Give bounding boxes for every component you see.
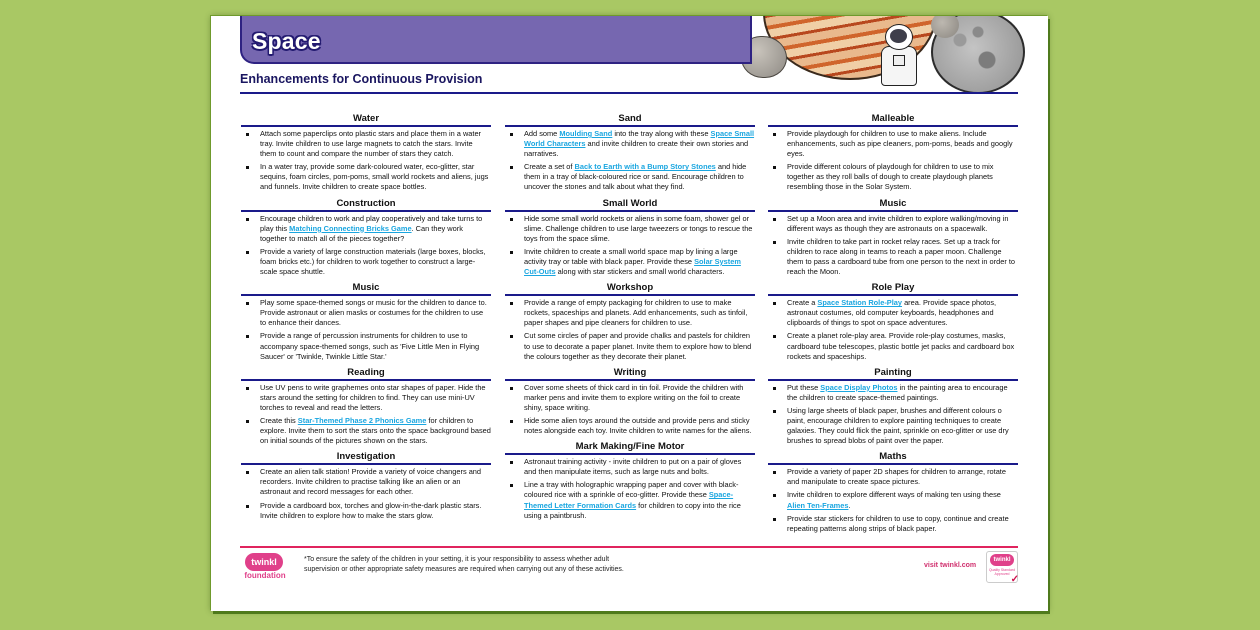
list-item: [768, 162, 1018, 192]
badge-text: Quality Standard Approved: [988, 568, 1016, 576]
visit-link[interactable]: visit twinkl.com: [924, 562, 977, 569]
section-divider: [505, 125, 755, 127]
item-text: Invite children to explore different ways of making ten using these: [787, 490, 1001, 500]
resource-link[interactable]: Solar System Cut-Outs: [524, 256, 741, 277]
item-text: Line a tray with holographic wrapping paper and cover with black-coloured rice with a sprinkle of eco-glitter. Provide these: [524, 480, 739, 500]
item-text: Invite children to create a small world space map by lining a large activity tray or table with black paper. Provide these: [524, 246, 738, 266]
item-text: Provide star stickers for children to use to copy, continue and create repeating patterns along strips of black paper.: [787, 513, 1009, 533]
logo-foundation-text: foundation: [244, 571, 286, 580]
list-item: [768, 331, 1018, 361]
section-divider: [241, 463, 491, 465]
item-text: and invite children to create their own stories and narratives.: [524, 139, 749, 159]
item-text: Attach some paperclips onto plastic stars and place them in a water tray. Invite children to use large magnets to catch the stars. Invite them to count and compare the number of stars they catch.: [260, 129, 482, 159]
item-text: Put these: [787, 382, 821, 392]
item-text: area. Provide space photos, astronaut costumes, old computer keyboards, headphones and clipboards of things to spot on space adventures.: [787, 298, 997, 328]
section-title: Writing: [613, 366, 647, 378]
footer-divider: [240, 546, 1018, 548]
item-text: Astronaut training activity - invite children to put on a pair of gloves and then manipulate items, such as large nuts and bolts.: [524, 457, 742, 477]
list-item: [768, 129, 1018, 159]
item-text: Play some space-themed songs or music for the children to dance to. Provide astronaut or alien masks or costumes for the children to use to enhance their dances.: [260, 298, 487, 328]
section-divider: [768, 125, 1018, 127]
section-divider: [241, 379, 491, 381]
section-list: [768, 214, 1018, 278]
list-item: [505, 331, 755, 361]
section-title: Investigation: [336, 451, 396, 463]
resource-link[interactable]: Moulding Sand: [559, 129, 613, 138]
section-divider: [505, 379, 755, 381]
section-list: [241, 298, 491, 362]
section-list: [505, 129, 755, 193]
item-text: Invite children to take part in rocket relay races. Set up a track for children to race along in teams to reach a paper moon. Challenge them to pass a cardboard tube from one person to the next in order to reach the Moon.: [787, 236, 1016, 277]
twinkl-foundation-logo: [241, 553, 287, 583]
safety-disclaimer: *To ensure the safety of the children in your setting, it is your responsibility to assess whether adult supervision or other appropriate safety measures are required when carrying out any of these activities.: [304, 556, 624, 573]
resource-link[interactable]: Star-Themed Phase 2 Phonics Game: [297, 415, 427, 425]
list-item: [505, 480, 755, 520]
item-text: Provide different colours of playdough for children to use to mix together as they roll balls of dough to create playdough planets resembling those in the Solar System.: [787, 162, 994, 192]
section-title: Music: [352, 282, 380, 294]
list-item: [241, 214, 491, 244]
list-item: [505, 416, 755, 436]
item-text: Use UV pens to write graphemes onto star shapes of paper. Hide the stars around the setting for children to find. They can use mini-UV torches to reveal and read the letters.: [260, 382, 486, 412]
section-divider: [768, 463, 1018, 465]
resource-link[interactable]: Space-Themed Letter Formation Cards: [524, 490, 734, 510]
list-item: [768, 406, 1018, 446]
list-item: [505, 214, 755, 244]
item-text: and hide them in a tray of black-coloured rice or sand. Encourage children to uncover the stones and talk about what they find.: [524, 162, 747, 192]
list-item: [768, 237, 1018, 277]
item-text: Hide some small world rockets or aliens in some foam, shower gel or slime. Challenge children to use large tweezers or tongs to rescue the toys from the space slime.: [524, 213, 753, 243]
section-divider: [768, 294, 1018, 296]
section-list: [241, 467, 491, 520]
section-title: Mark Making/Fine Motor: [575, 441, 685, 453]
section-title: Malleable: [871, 113, 915, 124]
section-list: [505, 298, 755, 362]
item-text: Hide some alien toys around the outside and provide pens and sticky notes alongside each toy. Invite children to write names for the aliens.: [524, 415, 752, 436]
item-text: Cut some circles of paper and provide chalks and pastels for children to use to decorate a paper planet. Invite them to explore how to blend the colours together as they decorate their planet.: [524, 331, 752, 361]
section-divider: [505, 210, 755, 212]
item-text: . Can they work together to match all of the pieces together?: [260, 223, 463, 243]
item-text: Add some: [524, 129, 560, 138]
badge-logo: twinkl: [990, 554, 1014, 566]
item-text: Provide a range of percussion instruments for children to use to accompany space-themed songs, such as 'Five Little Men in Flying Saucer' or 'Twinkle, Twinkle Little Star.': [260, 331, 480, 361]
item-text: along with star stickers and small world characters.: [555, 267, 725, 277]
list-item: [241, 383, 491, 413]
list-item: [241, 129, 491, 159]
list-item: [241, 331, 491, 361]
list-item: [505, 298, 755, 328]
item-text: Provide playdough for children to use to make aliens. Include enhancements, such as pipe cleaners, pom-poms, beads and googly eyes.: [787, 129, 1013, 159]
section-list: [768, 467, 1018, 534]
section-title: Water: [352, 113, 380, 124]
astronaut-illustration: [879, 24, 917, 92]
section-title: Sand: [618, 113, 642, 124]
item-text: Cover some sheets of thick card in tin foil. Provide the children with marker pens and invite them to explore writing on the foil to create shiny, space writing.: [524, 382, 744, 412]
section-title: Music: [879, 197, 907, 209]
section-divider: [768, 379, 1018, 381]
list-item: [768, 514, 1018, 534]
section-list: [241, 129, 491, 193]
section-title: Maths: [879, 451, 907, 463]
item-text: for children to explore. Invite them to sort the stars onto the space background based on initial sounds of the pictures shown on the stars.: [260, 415, 491, 446]
quality-badge: [986, 551, 1018, 583]
item-text: Using large sheets of black paper, brushes and different colours o paint, encourage children to explore painting techniques to create galaxies. They could flick the paint, sprinkle on eco-glitter or use dry brushes to spread blobs of paint over the paper.: [787, 405, 1009, 446]
section-title: Painting: [874, 366, 912, 378]
item-text: Set up a Moon area and invite children to explore walking/moving in different ways as though they are astronauts on a spacewalk.: [787, 213, 1009, 233]
section-divider: [241, 294, 491, 296]
page-subtitle: Enhancements for Continuous Provision: [240, 72, 483, 86]
item-text: .: [848, 500, 851, 510]
section-title: Small World: [602, 197, 658, 209]
section-title: Construction: [336, 197, 396, 209]
item-text: In a water tray, provide some dark-coloured water, eco-glitter, star sequins, foam circles, pom-poms, small world rockets and aliens, jugs and funnels. Invite children to create space bottles.: [260, 162, 489, 192]
resource-link[interactable]: Space Small World Characters: [524, 129, 755, 149]
list-item: [241, 467, 491, 497]
list-item: [505, 129, 755, 159]
list-item: [505, 457, 755, 477]
section-list: [505, 214, 755, 278]
title-banner: [240, 16, 752, 64]
list-item: [241, 501, 491, 521]
list-item: [768, 467, 1018, 487]
item-text: in the painting area to encourage the children to create space-themed paintings.: [787, 382, 1008, 402]
section-list: [241, 383, 491, 447]
item-text: Encourage children to work and play cooperatively and take turns to play this: [260, 213, 483, 233]
page-title: Space: [252, 28, 321, 54]
item-text: Create a set of: [524, 162, 575, 172]
item-text: for children to copy into the rice using a paintbrush.: [524, 500, 741, 520]
item-text: Create an alien talk station! Provide a variety of voice changers and recorders. Invite children to practise talking like an alien or an astronaut and record messages for each other.: [260, 467, 482, 497]
section-divider: [505, 453, 755, 455]
column-3: [768, 112, 1018, 538]
check-icon: ✓: [1010, 574, 1019, 585]
item-text: Provide a variety of large construction materials (large boxes, blocks, foam bricks etc.) for children to work together to construct a large-scale space shuttle.: [260, 246, 486, 277]
item-text: Provide a cardboard box, torches and glow-in-the-dark plastic stars. Invite children to explore how to make the stars glow.: [260, 500, 482, 520]
list-item: [505, 383, 755, 413]
section-list: [505, 457, 755, 521]
section-list: [768, 129, 1018, 193]
section-divider: [768, 210, 1018, 212]
section-list: [241, 214, 491, 278]
list-item: [241, 416, 491, 446]
column-1: [241, 112, 491, 525]
resource-link[interactable]: Space Station Role-Play: [817, 298, 903, 308]
item-text: Provide a range of empty packaging for children to use to make rockets, spaceships and planets. Add enhancements, such as tinfoil, paper shapes and pipe cleaners for children to use.: [524, 298, 748, 328]
section-title: Reading: [347, 366, 385, 378]
item-text: into the tray along with these: [612, 129, 711, 138]
list-item: [241, 298, 491, 328]
logo-cloud: twinkl: [245, 553, 283, 571]
section-divider: [241, 125, 491, 127]
list-item: [505, 247, 755, 277]
item-text: Create a: [787, 298, 818, 308]
list-item: [241, 162, 491, 192]
item-text: Create this: [260, 415, 298, 425]
document-page: [211, 16, 1048, 611]
section-divider: [241, 210, 491, 212]
section-title: Workshop: [606, 282, 654, 294]
resource-link[interactable]: Space Display Photos: [820, 382, 898, 392]
list-item: [241, 247, 491, 277]
section-list: [768, 383, 1018, 447]
list-item: [505, 162, 755, 192]
list-item: [768, 214, 1018, 234]
column-2: [505, 112, 755, 525]
resource-link[interactable]: Back to Earth with a Bump Story Stones: [574, 162, 716, 172]
section-divider: [505, 294, 755, 296]
list-item: [768, 298, 1018, 328]
resource-link[interactable]: Matching Connecting Bricks Game: [289, 223, 412, 233]
item-text: Create a planet role-play area. Provide role-play costumes, masks, cardboard tube telescopes, plastic bottle jet packs and cardboard box rockets and spaceships.: [787, 331, 1015, 361]
list-item: [768, 383, 1018, 403]
resource-link[interactable]: Alien Ten-Frames: [787, 500, 849, 510]
section-list: [768, 298, 1018, 362]
list-item: [768, 490, 1018, 510]
section-list: [505, 383, 755, 436]
header-divider: [240, 92, 1018, 94]
section-title: Role Play: [871, 282, 915, 294]
item-text: Provide a variety of paper 2D shapes for children to arrange, rotate and manipulate to create space pictures.: [787, 467, 1006, 487]
